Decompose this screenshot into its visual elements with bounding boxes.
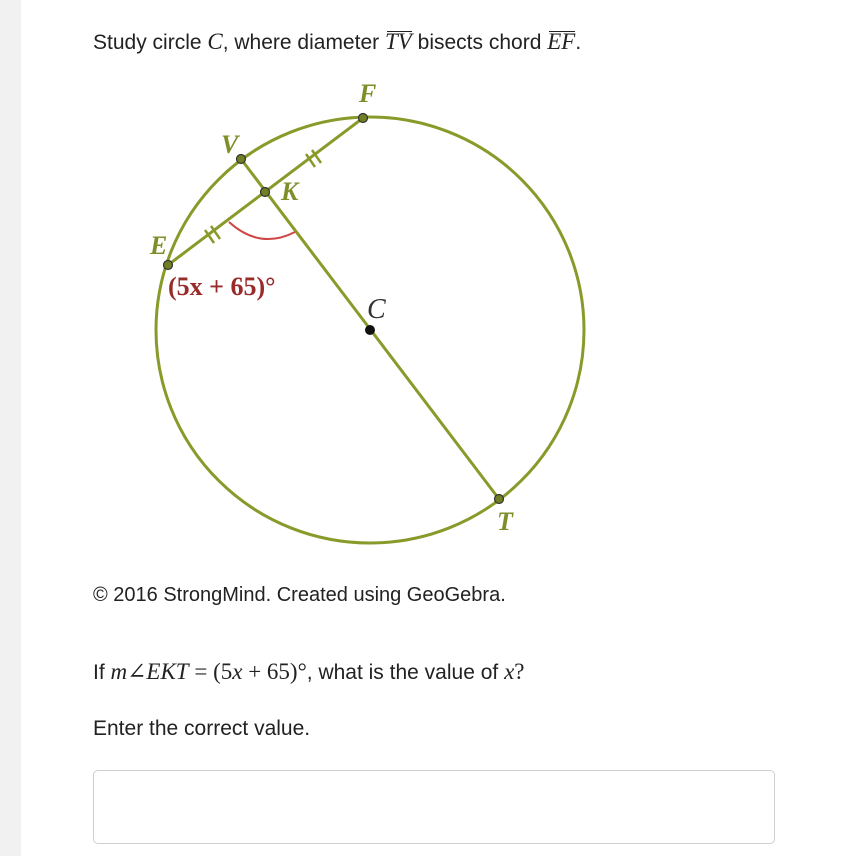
prompt-text: If: [93, 661, 111, 684]
chord-segment: EF: [547, 29, 576, 54]
question-mark: ?: [514, 659, 525, 684]
intro-period: .: [575, 31, 582, 54]
label-k: K: [281, 177, 299, 206]
prompt-text-2: , what is the value of: [306, 661, 505, 684]
diameter-segment: TV: [384, 29, 412, 54]
angle-expression: = (5: [188, 659, 233, 684]
label-e: E: [150, 231, 168, 260]
angle-measure-label: (5x + 65)°: [168, 272, 276, 301]
question-prompt: [93, 658, 525, 687]
intro-text-2: , where diameter: [222, 31, 385, 54]
point-f: [359, 114, 368, 123]
point-c: [365, 325, 375, 335]
label-c: C: [367, 294, 386, 325]
label-v: V: [221, 130, 239, 159]
point-e: [164, 261, 173, 270]
answer-input[interactable]: [93, 770, 775, 844]
unknown-variable: x: [504, 659, 515, 684]
expression-variable: x: [232, 659, 243, 684]
angle-name: ∠EKT: [127, 659, 189, 684]
intro-text: Study circle: [93, 31, 208, 54]
instruction-text: Enter the correct value.: [93, 717, 311, 740]
point-t: [495, 495, 504, 504]
measure-symbol: m: [110, 659, 128, 684]
label-t: T: [497, 507, 513, 536]
circle-name: C: [207, 29, 223, 54]
copyright-note: © 2016 StrongMind. Created using GeoGebra.: [93, 584, 506, 606]
angle-expression-rest: + 65)°: [242, 659, 307, 684]
point-k: [261, 188, 270, 197]
label-f: F: [359, 79, 377, 108]
intro-text-3: bisects chord: [411, 31, 548, 54]
angle-ekt-arc: [229, 222, 295, 239]
